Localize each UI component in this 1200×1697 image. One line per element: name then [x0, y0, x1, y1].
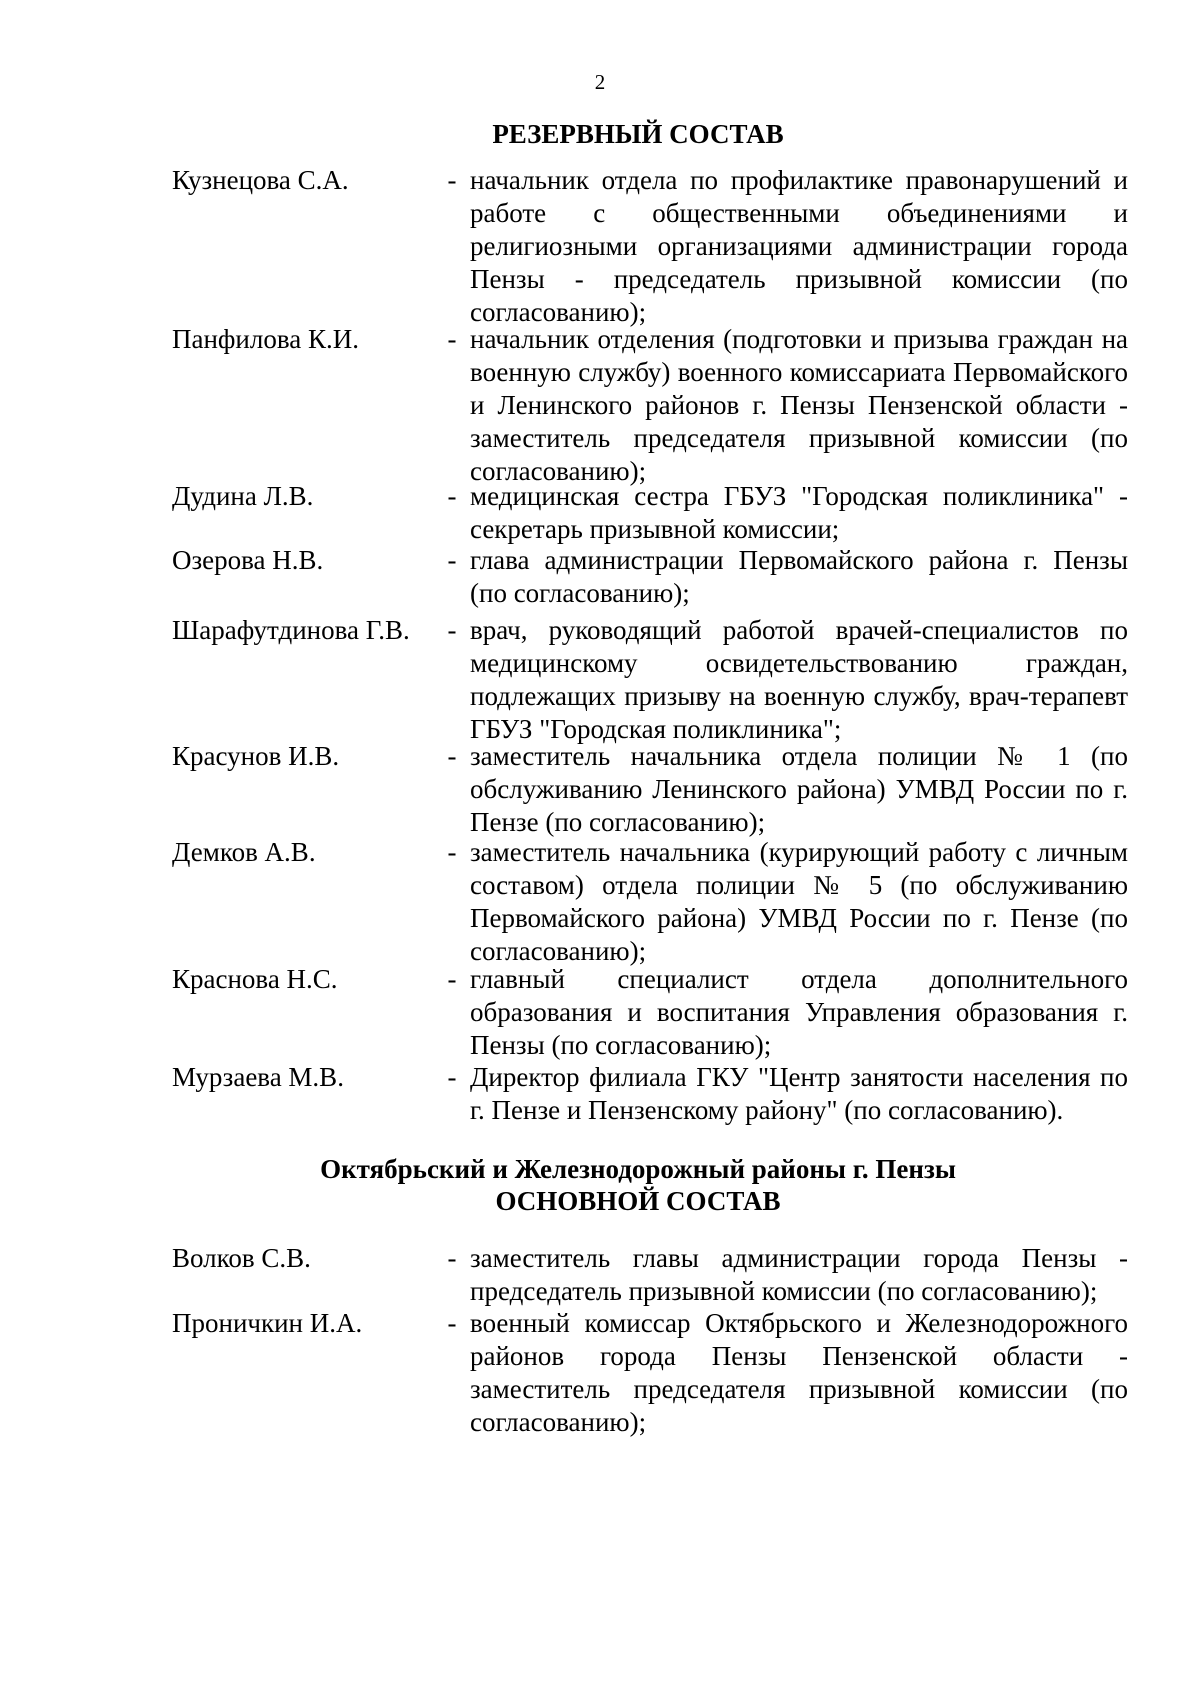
dash: - — [447, 165, 457, 195]
member-name: Проничкин И.А. — [172, 1308, 363, 1338]
member-role: военный комиссар Октябрьского и Железнодорожного районов города Пензы Пензенской области - заместитель председателя призывной комиссии (по согласованию); — [470, 1308, 1128, 1437]
member-name: Мурзаева М.В. — [172, 1062, 344, 1092]
reserve-entry — [172, 323, 1132, 488]
district-heading: ОСНОВНОЙ СОСТАВ — [495, 1186, 781, 1216]
member-name: Красунов И.В. — [172, 741, 340, 771]
member-name: Кузнецова С.А. — [172, 165, 349, 195]
reserve-section — [172, 118, 1132, 150]
dash: - — [447, 964, 457, 994]
dash: - — [447, 1243, 457, 1273]
member-role: заместитель начальника (курирующий работу с личным составом) отдела полиции № 5 (по обслуживанию Первомайского района) УМВД России по г. Пензе (по согласованию); — [470, 837, 1128, 966]
member-role: заместитель начальника отдела полиции № 1 (по обслуживанию Ленинского района) УМВД России по г. Пензе (по согласованию); — [470, 741, 1128, 837]
reserve-entry — [172, 836, 1132, 968]
dash: - — [447, 615, 457, 645]
member-role: Директор филиала ГКУ "Центр занятости населения по г. Пензе и Пензенскому району" (по согласованию). — [470, 1062, 1128, 1125]
member-name: Демков А.В. — [172, 837, 316, 867]
dash: - — [447, 837, 457, 867]
reserve-entry — [172, 740, 1132, 839]
dash: - — [447, 324, 457, 354]
member-name: Шарафутдинова Г.В. — [172, 615, 410, 645]
member-name: Дудина Л.В. — [172, 481, 314, 511]
dash: - — [447, 1308, 457, 1338]
member-name: Озерова Н.В. — [172, 545, 324, 575]
reserve-entry — [172, 1061, 1132, 1127]
reserve-entry — [172, 480, 1132, 546]
member-role: глава администрации Первомайского района г. Пензы (по согласованию); — [470, 545, 1128, 608]
district-entry — [172, 1307, 1132, 1439]
member-role: главный специалист отдела дополнительного образования и воспитания Управления образования г. Пензы (по согласованию); — [470, 964, 1128, 1060]
reserve-entry — [172, 164, 1132, 329]
member-role: врач, руководящий работой врачей-специалистов по медицинскому освидетельствованию граждан, подлежащих призыву на военную службу, врач-терапевт ГБУЗ "Городская поликлиника"; — [470, 615, 1128, 744]
reserve-entry — [172, 544, 1132, 610]
district-title: Октябрьский и Железнодорожный районы г. Пензы — [320, 1154, 956, 1184]
page-number: 2 — [594, 70, 606, 94]
dash: - — [447, 1062, 457, 1092]
dash: - — [447, 481, 457, 511]
member-role: медицинская сестра ГБУЗ "Городская поликлиника" - секретарь призывной комиссии; — [470, 481, 1128, 544]
reserve-entry — [172, 963, 1132, 1062]
member-name: Волков С.В. — [172, 1243, 311, 1273]
reserve-heading: РЕЗЕРВНЫЙ СОСТАВ — [492, 119, 784, 149]
member-role: начальник отделения (подготовки и призыва граждан на военную службу) военного комиссариата Первомайского и Ленинского районов г. Пензы Пензенской области - заместитель председателя призывной комиссии (по согласованию); — [470, 324, 1128, 486]
reserve-entry — [172, 614, 1132, 746]
district-section — [172, 1153, 1132, 1217]
district-entry — [172, 1242, 1132, 1308]
dash: - — [447, 545, 457, 575]
member-name: Панфилова К.И. — [172, 324, 359, 354]
member-role: заместитель главы администрации города Пензы - председатель призывной комиссии (по согласованию); — [470, 1243, 1128, 1306]
member-name: Краснова Н.С. — [172, 964, 338, 994]
dash: - — [447, 741, 457, 771]
member-role: начальник отдела по профилактике правонарушений и работе с общественными объединениями и религиозными организациями администрации города Пензы - председатель призывной комиссии (по согласованию); — [470, 165, 1128, 327]
